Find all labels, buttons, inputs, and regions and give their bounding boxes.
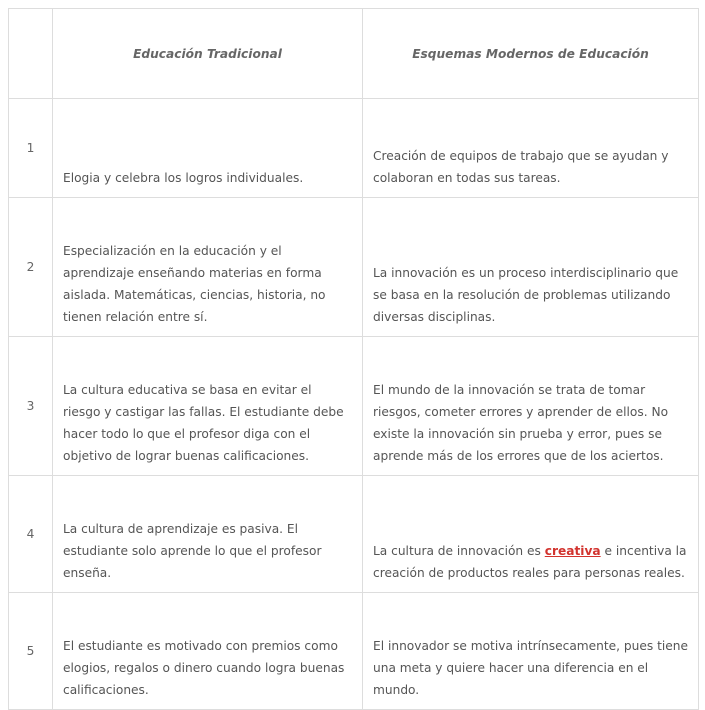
creativa-link[interactable]: creativa: [544, 544, 601, 558]
table-row: [9, 337, 699, 476]
row-number: 5: [9, 593, 53, 710]
table-row: [9, 198, 699, 337]
comparison-table: [8, 8, 699, 710]
table-row: [9, 593, 699, 710]
modern-text-before: La cultura de innovación es: [373, 544, 545, 558]
modern-text-after: e incentiva la creación de productos reales para personas reales.: [373, 544, 687, 580]
traditional-cell: Especialización en la educación y el aprendizaje enseñando materias en forma aislada. Matemáticas, ciencias, historia, no tienen relación entre sí.: [53, 198, 363, 337]
traditional-cell: La cultura educativa se basa en evitar el riesgo y castigar las fallas. El estudiante debe hacer todo lo que el profesor diga con el objetivo de lograr buenas calificaciones.: [53, 337, 363, 476]
header-number: [9, 9, 53, 99]
traditional-cell: El estudiante es motivado con premios como elogios, regalos o dinero cuando logra buenas calificaciones.: [53, 593, 363, 710]
table-row: [9, 99, 699, 198]
header-traditional: Educación Tradicional: [53, 9, 363, 99]
modern-cell: Creación de equipos de trabajo que se ayudan y colaboran en todas sus tareas.: [363, 99, 699, 198]
row-number: 4: [9, 476, 53, 593]
table-header-row: [9, 9, 699, 99]
modern-cell: La innovación es un proceso interdisciplinario que se basa en la resolución de problemas utilizando diversas disciplinas.: [363, 198, 699, 337]
traditional-cell: La cultura de aprendizaje es pasiva. El estudiante solo aprende lo que el profesor enseña.: [53, 476, 363, 593]
traditional-cell: Elogia y celebra los logros individuales.: [53, 99, 363, 198]
table-row: [9, 476, 699, 593]
modern-cell: [363, 476, 699, 593]
row-number: 1: [9, 99, 53, 198]
modern-cell: El innovador se motiva intrínsecamente, pues tiene una meta y quiere hacer una diferencia en el mundo.: [363, 593, 699, 710]
modern-cell: El mundo de la innovación se trata de tomar riesgos, cometer errores y aprender de ellos. No existe la innovación sin prueba y error, pues se aprende más de los errores que de los aciertos.: [363, 337, 699, 476]
row-number: 3: [9, 337, 53, 476]
row-number: 2: [9, 198, 53, 337]
header-modern: Esquemas Modernos de Educación: [363, 9, 699, 99]
